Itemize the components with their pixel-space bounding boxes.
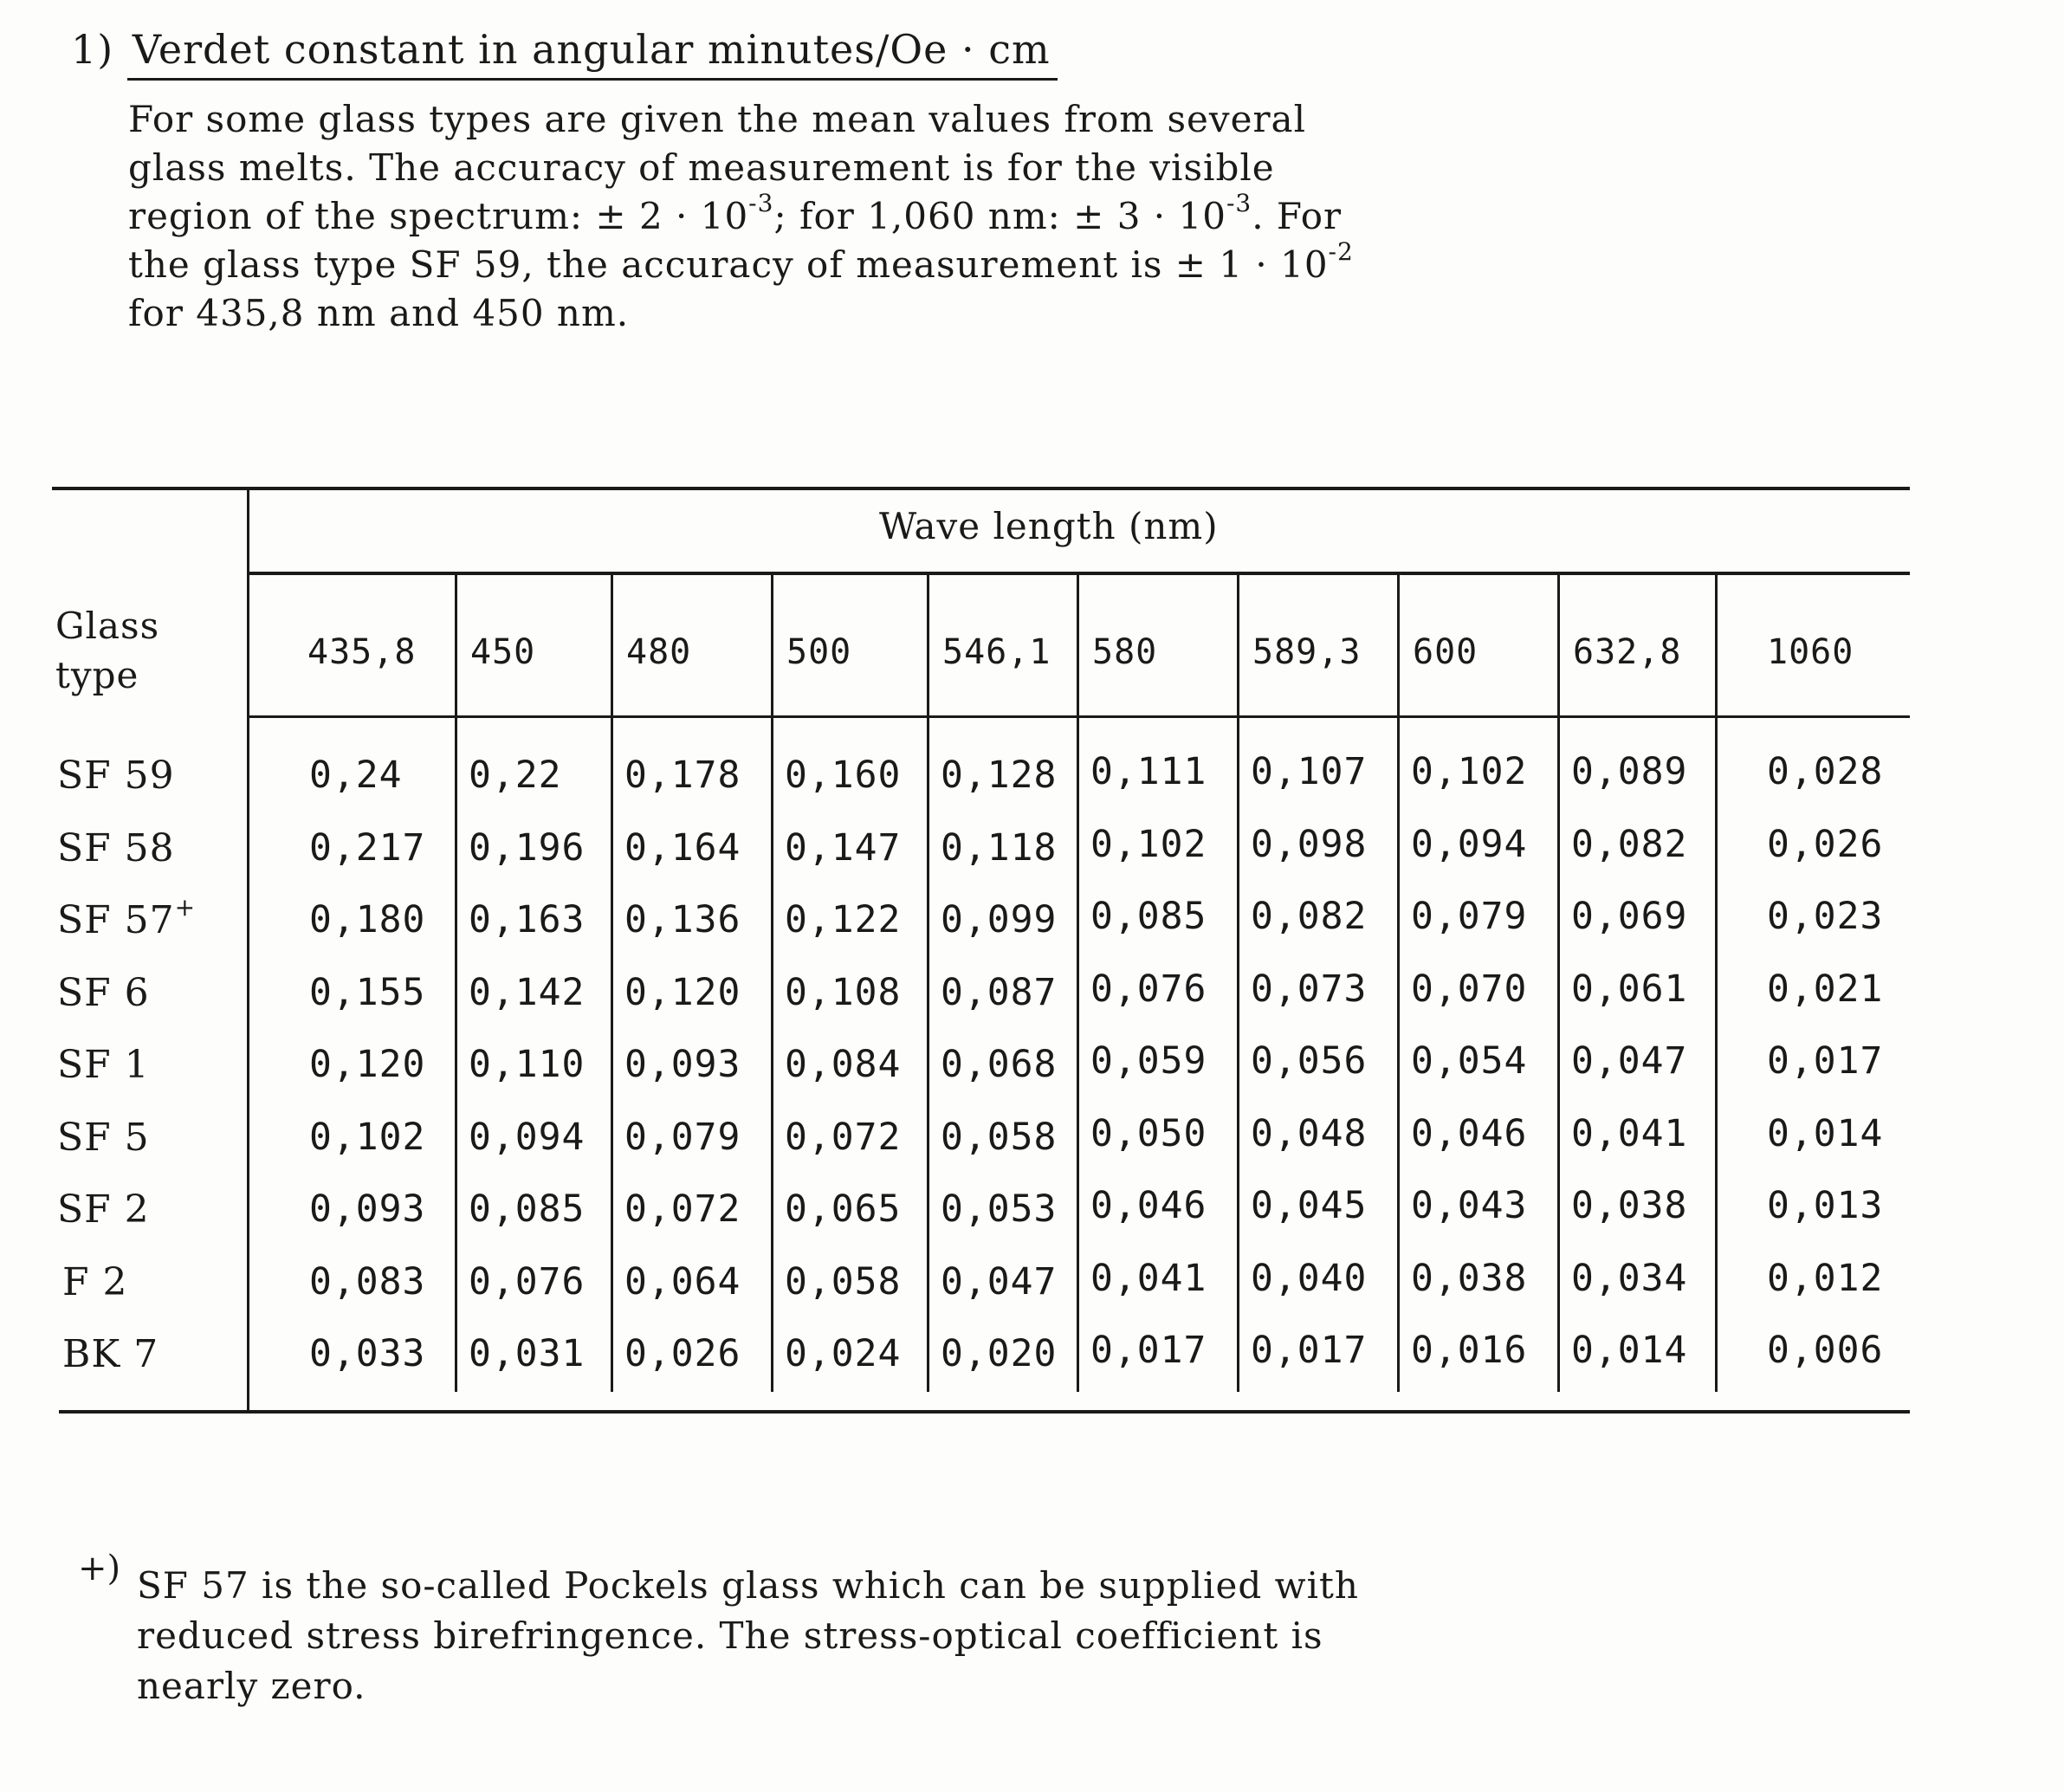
verdet-value-cell: 0,021 <box>1767 967 1884 1011</box>
verdet-value-cell: 0,070 <box>1411 967 1528 1011</box>
verdet-value-cell: 0,020 <box>941 1332 1058 1375</box>
group-header: Wave length (nm) <box>879 505 1219 547</box>
column-divider <box>1237 573 1239 1392</box>
verdet-value-cell: 0,083 <box>309 1259 426 1304</box>
verdet-value-cell: 0,089 <box>1571 750 1688 793</box>
glass-type-label: F 2 <box>62 1259 128 1304</box>
verdet-value-cell: 0,178 <box>624 754 741 797</box>
verdet-value-cell: 0,155 <box>309 970 426 1014</box>
verdet-value-cell: 0,093 <box>309 1187 426 1231</box>
glass-type-label: SF 1 <box>57 1043 150 1087</box>
column-divider <box>1557 573 1560 1392</box>
verdet-value-cell: 0,024 <box>785 1332 902 1375</box>
verdet-value-cell: 0,068 <box>941 1043 1058 1086</box>
glass-type-cell <box>57 1116 150 1160</box>
verdet-value-cell: 0,053 <box>941 1187 1058 1231</box>
verdet-value-cell: 0,045 <box>1251 1184 1368 1227</box>
verdet-value-cell: 0,22 <box>469 754 562 797</box>
row-header-glass: Glass <box>55 605 160 647</box>
section-heading <box>71 26 1058 81</box>
glass-type-cell <box>57 1043 150 1087</box>
verdet-value-cell: 0,069 <box>1571 895 1688 938</box>
verdet-value-cell: 0,079 <box>1411 895 1528 938</box>
verdet-value-cell: 0,107 <box>1251 750 1368 793</box>
verdet-value-cell: 0,073 <box>1251 967 1368 1011</box>
glass-type-label: SF 58 <box>57 825 175 870</box>
column-divider <box>1077 573 1079 1392</box>
verdet-value-cell: 0,012 <box>1767 1256 1884 1300</box>
wavelength-header: 632,8 <box>1573 632 1682 672</box>
verdet-value-cell: 0,064 <box>624 1259 741 1304</box>
verdet-value-cell: 0,026 <box>1767 822 1884 866</box>
verdet-value-cell: 0,033 <box>309 1332 426 1375</box>
verdet-value-cell: 0,085 <box>1090 895 1207 938</box>
intro-line: for 435,8 nm and 450 nm. <box>128 292 630 334</box>
verdet-value-cell: 0,041 <box>1090 1256 1207 1300</box>
column-divider <box>1715 573 1718 1392</box>
verdet-value-cell: 0,031 <box>469 1332 586 1375</box>
verdet-value-cell: 0,050 <box>1090 1111 1207 1155</box>
verdet-value-cell: 0,043 <box>1411 1184 1528 1227</box>
footnote-ref-mark: + <box>174 893 197 922</box>
verdet-value-cell: 0,085 <box>469 1187 586 1231</box>
verdet-value-cell: 0,058 <box>785 1259 902 1304</box>
wavelength-header: 580 <box>1092 632 1158 672</box>
verdet-value-cell: 0,061 <box>1571 967 1688 1011</box>
intro-text: ; for 1,060 nm: ± 3 · 10 <box>773 195 1226 237</box>
verdet-value-cell: 0,056 <box>1251 1039 1368 1083</box>
intro-line <box>128 189 1540 241</box>
verdet-value-cell: 0,016 <box>1411 1329 1528 1372</box>
intro-text: region of the spectrum: ± 2 · 10 <box>128 195 749 237</box>
verdet-value-cell: 0,072 <box>624 1187 741 1231</box>
glass-type-cell <box>62 1332 159 1376</box>
wavelength-header: 1060 <box>1767 632 1854 672</box>
verdet-value-cell: 0,038 <box>1411 1256 1528 1300</box>
intro-text: . For <box>1252 195 1343 237</box>
verdet-value-cell: 0,163 <box>469 898 586 941</box>
verdet-value-cell: 0,028 <box>1767 750 1884 793</box>
verdet-value-cell: 0,040 <box>1251 1256 1368 1300</box>
verdet-value-cell: 0,079 <box>624 1115 741 1159</box>
section-title: Verdet constant in angular minutes/Oe · cm <box>127 26 1058 81</box>
verdet-value-cell: 0,013 <box>1767 1184 1884 1227</box>
row-header-type: type <box>55 654 139 696</box>
verdet-value-cell: 0,041 <box>1571 1111 1688 1155</box>
intro-line <box>128 237 1540 289</box>
verdet-value-cell: 0,048 <box>1251 1111 1368 1155</box>
wavelength-header: 600 <box>1413 632 1478 672</box>
intro-line: glass melts. The accuracy of measurement is for the visible <box>128 146 1275 189</box>
glass-type-label: SF 59 <box>57 754 175 798</box>
verdet-value-cell: 0,014 <box>1767 1111 1884 1155</box>
intro-line: For some glass types are given the mean values from several <box>128 98 1307 140</box>
footnote-line: reduced stress birefringence. The stress-optical coefficient is <box>137 1614 1323 1657</box>
footnote-line: SF 57 is the so-called Pockels glass which can be supplied with <box>137 1564 1359 1607</box>
wavelength-header: 500 <box>786 632 852 672</box>
column-divider <box>1397 573 1400 1392</box>
glass-type-label: SF 2 <box>57 1187 150 1232</box>
verdet-value-cell: 0,118 <box>941 825 1058 870</box>
wavelength-header: 450 <box>470 632 536 672</box>
column-divider <box>771 573 773 1392</box>
verdet-value-cell: 0,006 <box>1767 1329 1884 1372</box>
verdet-value-cell: 0,072 <box>785 1115 902 1159</box>
glass-type-cell <box>57 893 197 942</box>
verdet-value-cell: 0,023 <box>1767 895 1884 938</box>
verdet-value-cell: 0,094 <box>469 1115 586 1159</box>
wavelength-header: 546,1 <box>942 632 1051 672</box>
verdet-value-cell: 0,136 <box>624 898 741 941</box>
verdet-value-cell: 0,102 <box>1090 822 1207 866</box>
verdet-value-cell: 0,054 <box>1411 1039 1528 1083</box>
verdet-value-cell: 0,082 <box>1251 895 1368 938</box>
verdet-value-cell: 0,082 <box>1571 822 1688 866</box>
glass-type-label: SF 6 <box>57 970 150 1015</box>
wavelength-header: 480 <box>626 632 692 672</box>
verdet-value-cell: 0,047 <box>941 1259 1058 1304</box>
table-top-rule <box>52 487 1910 490</box>
verdet-value-cell: 0,017 <box>1767 1039 1884 1083</box>
intro-text: the glass type SF 59, the accuracy of measurement is ± 1 · 10 <box>128 243 1329 286</box>
verdet-value-cell: 0,164 <box>624 825 741 870</box>
verdet-value-cell: 0,122 <box>785 898 902 941</box>
verdet-value-cell: 0,120 <box>309 1043 426 1086</box>
wavelength-header: 435,8 <box>307 632 417 672</box>
verdet-table <box>52 468 1910 1442</box>
column-divider <box>247 487 249 1412</box>
verdet-value-cell: 0,108 <box>785 970 902 1014</box>
verdet-value-cell: 0,014 <box>1571 1329 1688 1372</box>
verdet-value-cell: 0,160 <box>785 754 902 797</box>
exponent: -3 <box>1226 189 1252 217</box>
verdet-value-cell: 0,046 <box>1090 1184 1207 1227</box>
verdet-value-cell: 0,093 <box>624 1043 741 1086</box>
exponent: -3 <box>748 189 774 217</box>
column-divider <box>611 573 613 1392</box>
verdet-value-cell: 0,098 <box>1251 822 1368 866</box>
verdet-value-cell: 0,017 <box>1090 1329 1207 1372</box>
glass-type-label: BK 7 <box>62 1332 159 1376</box>
verdet-value-cell: 0,217 <box>309 825 426 870</box>
table-bottom-rule <box>59 1410 1910 1414</box>
glass-type-label: SF 57 <box>57 898 175 942</box>
footnote <box>137 1561 1609 1711</box>
glass-type-cell <box>57 754 175 798</box>
verdet-value-cell: 0,094 <box>1411 822 1528 866</box>
section-number: 1) <box>71 26 114 73</box>
verdet-value-cell: 0,102 <box>1411 750 1528 793</box>
verdet-value-cell: 0,084 <box>785 1043 902 1086</box>
verdet-value-cell: 0,076 <box>1090 967 1207 1011</box>
verdet-value-cell: 0,24 <box>309 754 403 797</box>
verdet-value-cell: 0,065 <box>785 1187 902 1231</box>
verdet-value-cell: 0,128 <box>941 754 1058 797</box>
footnote-mark: +) <box>78 1549 121 1588</box>
verdet-value-cell: 0,026 <box>624 1332 741 1375</box>
verdet-value-cell: 0,147 <box>785 825 902 870</box>
glass-type-cell <box>57 1187 150 1232</box>
verdet-value-cell: 0,034 <box>1571 1256 1688 1300</box>
intro-paragraph <box>128 95 1540 338</box>
exponent: -2 <box>1328 237 1354 266</box>
verdet-value-cell: 0,120 <box>624 970 741 1014</box>
verdet-value-cell: 0,180 <box>309 898 426 941</box>
verdet-value-cell: 0,059 <box>1090 1039 1207 1083</box>
verdet-value-cell: 0,087 <box>941 970 1058 1014</box>
footnote-line: nearly zero. <box>137 1665 366 1707</box>
verdet-value-cell: 0,076 <box>469 1259 586 1304</box>
verdet-value-cell: 0,038 <box>1571 1184 1688 1227</box>
column-divider <box>455 573 457 1392</box>
column-divider <box>927 573 929 1392</box>
verdet-value-cell: 0,046 <box>1411 1111 1528 1155</box>
verdet-value-cell: 0,142 <box>469 970 586 1014</box>
verdet-value-cell: 0,110 <box>469 1043 586 1086</box>
verdet-value-cell: 0,017 <box>1251 1329 1368 1372</box>
verdet-value-cell: 0,099 <box>941 898 1058 941</box>
glass-type-cell <box>57 826 175 870</box>
glass-type-cell <box>62 1260 128 1304</box>
verdet-value-cell: 0,058 <box>941 1115 1058 1159</box>
verdet-value-cell: 0,102 <box>309 1115 426 1159</box>
wavelength-header: 589,3 <box>1252 632 1362 672</box>
verdet-value-cell: 0,196 <box>469 825 586 870</box>
glass-type-label: SF 5 <box>57 1115 150 1160</box>
verdet-value-cell: 0,111 <box>1090 750 1207 793</box>
verdet-value-cell: 0,047 <box>1571 1039 1688 1083</box>
glass-type-cell <box>57 971 150 1015</box>
